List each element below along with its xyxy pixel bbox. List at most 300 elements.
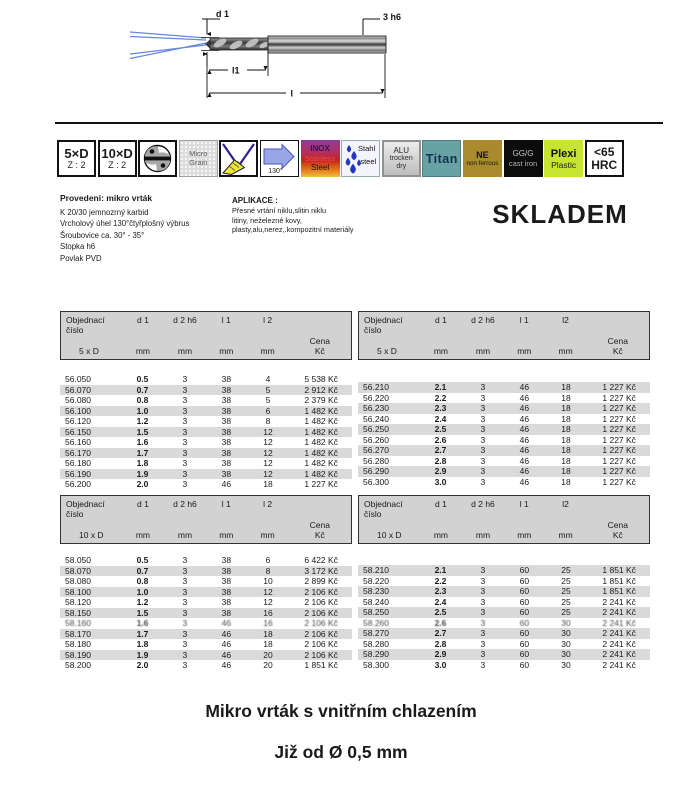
- table-cell: 8: [265, 565, 271, 576]
- table-cell: 56.070: [65, 384, 91, 395]
- drill-technical-drawing: [118, 8, 414, 120]
- table-cell: 56.210: [363, 382, 389, 392]
- drill-body: [205, 36, 386, 53]
- table-cell: 38: [221, 374, 232, 384]
- table-cell: 18: [561, 392, 571, 403]
- inox-label-3: Steel: [310, 163, 330, 172]
- col-order: Objednací: [364, 315, 403, 325]
- table-row: [60, 406, 352, 417]
- table-cell: 2 106 Kč: [304, 607, 338, 618]
- table-cell: 5: [265, 395, 271, 405]
- table-cell: 1 227 Kč: [602, 455, 636, 466]
- unit-mm: mm: [558, 529, 573, 540]
- coolant-spray-lines: [130, 32, 206, 59]
- alu-label-1: ALU: [393, 145, 410, 155]
- table-row: [358, 586, 650, 597]
- table-cell: 2 379 Kč: [304, 395, 338, 405]
- col-l2: l 2: [263, 499, 273, 509]
- spec-line: Vrcholový úhel 130°čtyřplošný výbrus: [60, 219, 190, 229]
- table-row: [60, 660, 352, 671]
- table-cell: 38: [221, 565, 232, 576]
- col-order-2: číslo: [364, 509, 382, 520]
- table-row: [60, 555, 352, 566]
- table-cell: 2.7: [434, 628, 447, 638]
- table-cell: 56.260: [363, 434, 389, 445]
- table-cell: 6 422 Kč: [304, 555, 338, 565]
- table-row: [358, 639, 650, 650]
- micro-grain-label-1: Micro: [189, 149, 208, 158]
- unit-mm: mm: [219, 529, 234, 540]
- table-cell: 1 227 Kč: [602, 413, 636, 424]
- table-cell: 1 851 Kč: [602, 565, 636, 575]
- table-cell: 58.070: [65, 565, 91, 576]
- table-cell: 46: [519, 424, 530, 434]
- non-ferrous-label-1: NE: [476, 149, 489, 160]
- alu-label-3: dry: [396, 162, 407, 170]
- table-cell: 58.170: [65, 628, 91, 639]
- alu-dry-icon: [382, 140, 421, 177]
- table-cell: 5: [265, 384, 271, 395]
- table-header: [60, 311, 352, 360]
- table-cell: 56.300: [363, 476, 389, 487]
- col-order: Objednací: [66, 315, 105, 325]
- table-cell: 0.8: [136, 395, 149, 405]
- table-cell: 58.210: [363, 565, 389, 575]
- dimension-shank: [363, 19, 380, 35]
- table-cell: 58.240: [363, 596, 389, 607]
- point-grind-icon: [219, 140, 258, 177]
- table-header: [358, 311, 650, 360]
- table-cell: 3: [182, 555, 188, 565]
- label-d1: d 1: [216, 9, 230, 19]
- table-row: [60, 448, 352, 459]
- table-cell: 46: [221, 660, 232, 670]
- table-cell: 46: [519, 403, 530, 413]
- table-cell: 2 106 Kč: [304, 628, 338, 639]
- col-l2: l 2: [263, 315, 273, 325]
- table-cell: 0.7: [136, 384, 149, 395]
- table-cell: 3: [182, 405, 188, 416]
- table-cell: 3: [182, 426, 188, 437]
- ratio-5xd-label: 5×D: [64, 146, 89, 161]
- table-cell: 56.160: [65, 437, 91, 447]
- table-cell: 2.2: [434, 392, 447, 403]
- table-cell: 3: [182, 576, 188, 586]
- col-d1: d 1: [137, 499, 149, 509]
- table-cell: 1.2: [136, 416, 149, 426]
- unit-mm: mm: [177, 529, 193, 540]
- table-row: [60, 629, 352, 640]
- spec-block: [60, 193, 245, 264]
- table-cell: 46: [519, 413, 530, 424]
- table-cell: 2.1: [434, 565, 447, 575]
- table-cell: 60: [519, 649, 530, 659]
- table-cell: 18: [263, 479, 273, 489]
- table-cell: 1 482 Kč: [304, 405, 338, 416]
- table-row: [60, 469, 352, 480]
- application-line: litiny, neželezné kovy,: [232, 215, 302, 225]
- table-cell: 58.190: [65, 649, 91, 660]
- table-cell: 12: [263, 447, 273, 458]
- table-cell: 3: [480, 607, 486, 617]
- table-cell: 46: [221, 639, 232, 649]
- col-l2: l2: [562, 499, 569, 509]
- table-row: [60, 458, 352, 469]
- table-row: [60, 374, 352, 385]
- table-cell: 56.080: [65, 395, 91, 405]
- table-cell: 25: [561, 586, 571, 596]
- table-cell: 1 227 Kč: [602, 424, 636, 434]
- table-cell: 6: [265, 405, 271, 416]
- table-row: [358, 607, 650, 618]
- table-row: [60, 587, 352, 598]
- table-cell: 58.290: [363, 649, 389, 659]
- unit-mm: mm: [260, 345, 275, 356]
- table-cell: 25: [561, 607, 571, 617]
- table-cell: 2 241 Kč: [602, 628, 636, 638]
- table-row: [358, 649, 650, 660]
- table-cell: 60: [519, 617, 530, 628]
- stock-status-label: SKLADEM: [492, 199, 628, 229]
- table-row: [358, 403, 650, 414]
- table-cell: 1.9: [136, 649, 149, 660]
- unit-mm: mm: [135, 345, 150, 356]
- table-cell: 58.100: [65, 586, 91, 597]
- table-cell: 2.8: [434, 455, 447, 466]
- table-cell: 16: [263, 607, 273, 618]
- table-cell: 3: [182, 416, 188, 426]
- col-price: Cena: [309, 335, 330, 346]
- table-cell: 1 227 Kč: [602, 466, 636, 476]
- table-cell: 60: [519, 628, 530, 638]
- unit-mm: mm: [177, 345, 193, 356]
- unit-mm: mm: [475, 345, 491, 356]
- non-ferrous-label-2: non ferrous: [466, 159, 499, 167]
- table-cell: 1 851 Kč: [304, 660, 338, 670]
- table-cell: 1.6: [136, 437, 149, 447]
- col-d1: d 1: [435, 499, 447, 509]
- price-table-10xd-a: [60, 495, 352, 671]
- table-cell: 3: [182, 395, 188, 405]
- table-cell: 18: [561, 434, 571, 445]
- col-price: Cena: [607, 335, 628, 346]
- table-cell: 3: [480, 424, 486, 434]
- table-cell: 46: [519, 382, 530, 392]
- table-cell: 1 482 Kč: [304, 468, 338, 479]
- table-cell: 12: [263, 597, 273, 607]
- table-cell: 2.8: [434, 638, 447, 649]
- table-cell: 2 899 Kč: [304, 576, 338, 586]
- size-label: 10 x D: [377, 529, 402, 540]
- col-l1: l 1: [221, 315, 231, 325]
- spec-line: K 20/30 jemnozrný karbid: [60, 208, 149, 217]
- table-cell: 2 106 Kč: [304, 649, 338, 660]
- table-cell: 1 227 Kč: [304, 479, 338, 489]
- col-order-2: číslo: [364, 325, 382, 336]
- table-cell: 2.3: [434, 403, 447, 413]
- table-cell: 3: [182, 384, 188, 395]
- table-cell: 3: [182, 618, 188, 628]
- table-cell: 38: [221, 416, 232, 426]
- table-body: [60, 555, 352, 671]
- table-row: [60, 427, 352, 438]
- table-cell: 56.220: [363, 392, 389, 403]
- table-cell: 60: [519, 596, 530, 607]
- label-l: l: [290, 88, 294, 99]
- price-table-5xd-b: [358, 311, 650, 487]
- ratio-5xd-icon: [57, 140, 96, 177]
- table-cell: 3 172 Kč: [304, 565, 338, 576]
- table-cell: 3: [480, 649, 486, 659]
- table-cell: 2.6: [434, 617, 447, 628]
- non-ferrous-icon: [463, 140, 502, 177]
- table-cell: 1.7: [136, 447, 149, 458]
- table-cell: 2 241 Kč: [602, 607, 636, 617]
- table-cell: 5 538 Kč: [304, 374, 338, 384]
- table-cell: 2.1: [434, 382, 447, 392]
- table-cell: 6: [265, 555, 271, 565]
- table-cell: 38: [221, 405, 232, 416]
- col-d2h6: d 2 h6: [173, 499, 197, 509]
- table-row: [358, 382, 650, 393]
- table-row: [358, 456, 650, 467]
- label-l1: l1: [232, 65, 240, 76]
- table-cell: 38: [221, 555, 232, 565]
- table-cell: 1.5: [136, 607, 149, 618]
- table-cell: 3: [480, 392, 486, 403]
- table-cell: 18: [561, 476, 571, 487]
- table-cell: 2.4: [434, 596, 447, 607]
- table-cell: 56.120: [65, 416, 91, 426]
- table-cell: 1 482 Kč: [304, 426, 338, 437]
- ratio-5xd-flutes: Z : 2: [67, 160, 86, 170]
- table-cell: 2 106 Kč: [304, 586, 338, 597]
- unit-mm: mm: [135, 529, 150, 540]
- unit-mm: mm: [219, 345, 234, 356]
- table-cell: 1 482 Kč: [304, 447, 338, 458]
- table-cell: 58.080: [65, 576, 91, 586]
- table-cell: 3: [182, 597, 188, 607]
- table-cell: 3: [182, 447, 188, 458]
- table-cell: 2 241 Kč: [602, 649, 636, 659]
- product-subtitle: Již od Ø 0,5 mm: [274, 742, 408, 762]
- titanium-icon: [422, 140, 461, 177]
- table-cell: 18: [561, 424, 571, 434]
- application-title: APLIKACE :: [232, 196, 278, 205]
- price-table-5xd-a: [60, 311, 352, 490]
- plexi-label-2: Plastic: [551, 159, 577, 170]
- table-cell: 2 241 Kč: [602, 638, 636, 649]
- table-cell: 1 482 Kč: [304, 458, 338, 468]
- table-cell: 2 241 Kč: [602, 617, 636, 628]
- size-label: 10 x D: [79, 529, 104, 540]
- table-cell: 38: [221, 447, 232, 458]
- table-cell: 3: [480, 434, 486, 445]
- table-cell: 3: [182, 458, 188, 468]
- unit-mm: mm: [475, 529, 491, 540]
- table-cell: 20: [263, 649, 273, 660]
- size-label: 5 x D: [79, 345, 99, 356]
- table-cell: 56.280: [363, 455, 389, 466]
- plexi-plastic-icon: [544, 140, 583, 177]
- inox-label-1: INOX: [310, 144, 330, 153]
- unit-mm: mm: [433, 529, 448, 540]
- application-line: Přesné vrtání niklu,slitin niklu: [232, 206, 327, 215]
- table-cell: 30: [561, 638, 571, 649]
- table-cell: 46: [519, 392, 530, 403]
- table-row: [358, 393, 650, 404]
- table-cell: 3: [182, 586, 188, 597]
- col-l1: l 1: [519, 499, 529, 509]
- col-d2h6: d 2 h6: [173, 315, 197, 325]
- table-cell: 1 851 Kč: [602, 586, 636, 596]
- table-cell: 2.5: [434, 607, 447, 617]
- table-cell: 1.9: [136, 468, 149, 479]
- table-cell: 58.200: [65, 660, 91, 670]
- table-row: [358, 576, 650, 587]
- table-cell: 3: [182, 479, 188, 489]
- steel-label-1: Stahl: [358, 144, 376, 153]
- spec-line: Stopka h6: [60, 242, 96, 252]
- spec-title: Provedeni: mikro vrták: [60, 193, 153, 203]
- table-cell: 46: [519, 476, 530, 487]
- table-cell: 58.280: [363, 638, 389, 649]
- table-row: [358, 445, 650, 456]
- table-cell: 18: [561, 413, 571, 424]
- point-angle-icon: [260, 140, 299, 177]
- table-row: [358, 414, 650, 425]
- table-cell: 46: [221, 649, 232, 660]
- table-cell: 3: [182, 639, 188, 649]
- col-order-2: číslo: [66, 325, 84, 336]
- unit-mm: mm: [260, 529, 275, 540]
- unit-mm: mm: [558, 345, 573, 356]
- table-cell: 1.8: [136, 639, 149, 649]
- table-cell: 3: [480, 659, 486, 670]
- table-cell: 46: [519, 445, 530, 455]
- table-cell: 3: [480, 403, 486, 413]
- col-d1: d 1: [435, 315, 447, 325]
- table-row: [358, 618, 650, 629]
- table-cell: 60: [519, 659, 530, 670]
- col-order: Objednací: [66, 499, 105, 509]
- table-cell: 16: [263, 618, 273, 628]
- table-body: [358, 565, 650, 670]
- table-cell: 3: [182, 607, 188, 618]
- table-cell: 56.170: [65, 447, 91, 458]
- unit-kc: Kč: [612, 345, 623, 356]
- col-l1: l 1: [519, 315, 529, 325]
- table-cell: 3: [480, 382, 486, 392]
- table-cell: 60: [519, 575, 530, 586]
- table-cell: 58.160: [65, 618, 91, 628]
- label-shank: 3 h6: [383, 12, 402, 22]
- unit-mm: mm: [517, 529, 532, 540]
- table-cell: 2.6: [434, 434, 447, 445]
- table-cell: 1.8: [136, 458, 149, 468]
- table-cell: 2.7: [434, 445, 447, 455]
- col-d2h6: d 2 h6: [471, 315, 495, 325]
- table-cell: 18: [561, 445, 571, 455]
- steel-label-2: steel: [360, 157, 377, 166]
- table-row: [60, 618, 352, 629]
- table-cell: 3: [480, 476, 486, 487]
- table-cell: 30: [561, 617, 571, 628]
- table-cell: 18: [263, 628, 273, 639]
- table-row: [60, 479, 352, 490]
- table-cell: 38: [221, 607, 232, 618]
- table-cell: 56.100: [65, 405, 91, 416]
- inox-label-2: Stainless: [304, 154, 336, 163]
- table-cell: 58.150: [65, 607, 91, 618]
- table-cell: 1 227 Kč: [602, 476, 636, 487]
- table-cell: 2 241 Kč: [602, 659, 636, 670]
- table-row: [60, 437, 352, 448]
- table-cell: 60: [519, 586, 530, 596]
- table-cell: 30: [561, 659, 571, 670]
- price-table-10xd-b: [358, 495, 650, 670]
- horizontal-rule: [55, 122, 663, 124]
- table-cell: 1 227 Kč: [602, 392, 636, 403]
- table-cell: 56.290: [363, 466, 389, 476]
- table-cell: 2 106 Kč: [304, 618, 338, 628]
- table-cell: 56.230: [363, 403, 389, 413]
- table-cell: 3: [182, 649, 188, 660]
- table-cell: 58.260: [363, 617, 389, 628]
- table-cell: 3: [480, 617, 486, 628]
- table-row: [358, 466, 650, 477]
- table-row: [60, 566, 352, 577]
- table-cell: 2.0: [136, 479, 149, 489]
- table-cell: 12: [263, 458, 273, 468]
- table-row: [60, 608, 352, 619]
- table-cell: 3: [480, 455, 486, 466]
- spec-line: Povlak PVD: [60, 253, 102, 263]
- table-cell: 46: [221, 479, 232, 489]
- table-cell: 18: [561, 382, 571, 392]
- table-cell: 3: [182, 628, 188, 639]
- col-l2: l2: [562, 315, 569, 325]
- table-cell: 18: [561, 466, 571, 476]
- plexi-label-1: Plexi: [550, 147, 577, 160]
- table-cell: 0.8: [136, 576, 149, 586]
- col-d2h6: d 2 h6: [471, 499, 495, 509]
- cast-iron-label-1: GG/G: [512, 149, 534, 158]
- table-cell: 1 227 Kč: [602, 403, 636, 413]
- table-cell: 30: [561, 628, 571, 638]
- table-cell: 18: [263, 639, 273, 649]
- table-cell: 18: [561, 403, 571, 413]
- table-cell: 1.2: [136, 597, 149, 607]
- table-cell: 58.300: [363, 659, 389, 670]
- unit-kc: Kč: [612, 529, 623, 540]
- table-row: [60, 639, 352, 650]
- table-cell: 25: [561, 565, 571, 575]
- ratio-10xd-label: 10×D: [101, 146, 133, 161]
- table-cell: 25: [561, 596, 571, 607]
- table-row: [358, 477, 650, 488]
- table-cell: 38: [221, 437, 232, 447]
- table-cell: 60: [519, 607, 530, 617]
- table-cell: 3: [182, 374, 188, 384]
- unit-kc: Kč: [314, 345, 325, 356]
- unit-mm: mm: [517, 345, 532, 356]
- table-cell: 38: [221, 576, 232, 586]
- table-row: [358, 435, 650, 446]
- table-cell: 1.7: [136, 628, 149, 639]
- table-row: [358, 628, 650, 639]
- table-cell: 3: [480, 445, 486, 455]
